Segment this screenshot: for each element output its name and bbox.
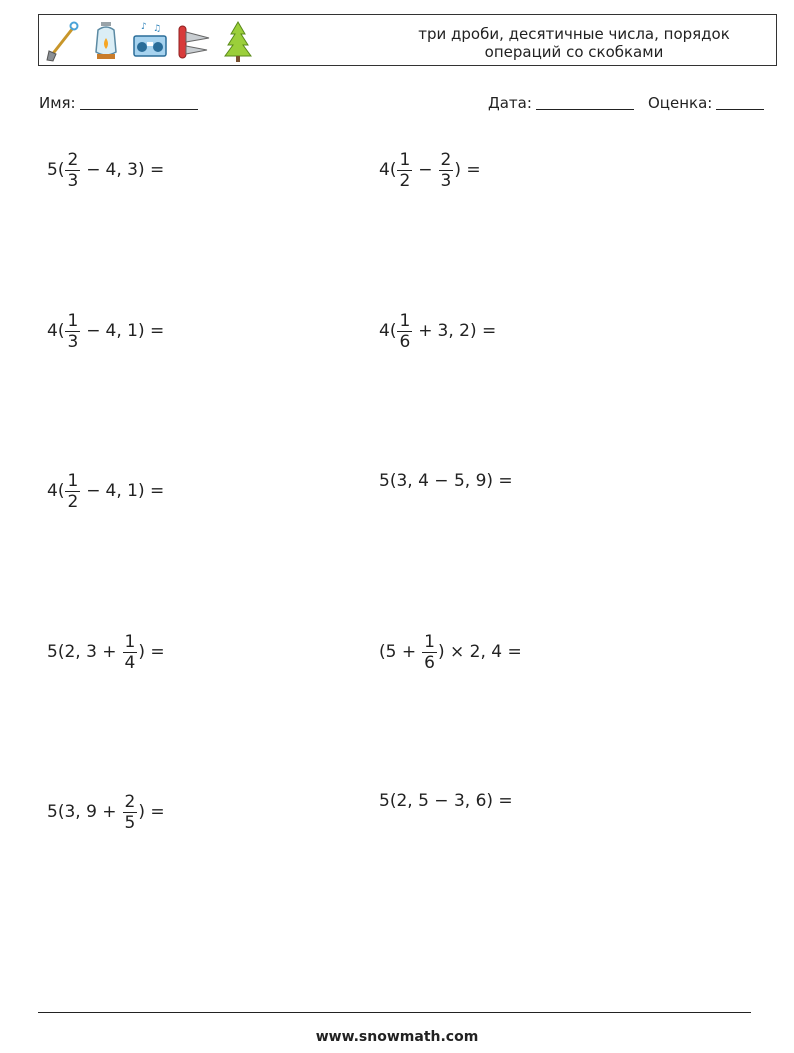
- lantern-icon: [87, 18, 125, 64]
- equals: ) =: [138, 481, 165, 501]
- footer-url[interactable]: www.snowmath.com: [315, 1029, 479, 1045]
- decimal-term: 4, 1: [105, 481, 138, 501]
- name-field: [39, 94, 198, 112]
- problem-3: 4 ( $\frac{1}{3}$ − 4, 1 ) =: [47, 310, 165, 352]
- equals: ) =: [138, 642, 165, 662]
- expression-start: (5 +: [379, 642, 417, 662]
- footer-divider: [38, 1012, 751, 1013]
- name-label: Имя:: [39, 94, 76, 112]
- svg-text:♫: ♫: [153, 24, 162, 34]
- score-label: Оценка:: [648, 94, 713, 112]
- decimal-term: 4, 1: [105, 321, 138, 341]
- fraction: $\frac{1}{2}$: [399, 149, 411, 191]
- operator: −: [86, 321, 101, 341]
- decimal-term: 4, 3: [105, 160, 138, 180]
- fraction: $\frac{1}{2}$: [67, 470, 79, 512]
- decimal-term: 3, 2: [437, 321, 470, 341]
- equals: ) =: [138, 321, 165, 341]
- expression-start: 5(2, 3 +: [47, 642, 117, 662]
- fraction: $\frac{2}{5}$: [124, 791, 136, 833]
- expression-start: 5(3, 9 +: [47, 802, 117, 822]
- worksheet-header: [38, 14, 777, 66]
- expression: 5(2, 5 − 3, 6) =: [379, 791, 513, 811]
- coefficient: 4: [47, 481, 58, 501]
- problem-6: [379, 456, 513, 506]
- date-field: [488, 94, 634, 112]
- problem-4: 4 ( $\frac{1}{6}$ + 3, 2 ) =: [379, 310, 497, 352]
- score-field: [648, 94, 764, 112]
- svg-text:♪: ♪: [141, 22, 147, 32]
- pine-tree-icon: [219, 18, 257, 64]
- operator: −: [86, 481, 101, 501]
- worksheet-title: [394, 25, 754, 61]
- equals: ) × 2, 4 =: [437, 642, 522, 662]
- operator: +: [418, 321, 433, 341]
- equals: ) =: [138, 160, 165, 180]
- problem-8: [379, 627, 522, 677]
- equals: ) =: [454, 160, 481, 180]
- boombox-icon: [131, 18, 169, 64]
- coefficient: 4: [379, 321, 390, 341]
- coefficient: 4: [47, 321, 58, 341]
- name-line[interactable]: [80, 95, 198, 110]
- coefficient: 5: [47, 160, 58, 180]
- title-line-1: три дроби, десятичные числа, порядок: [418, 25, 730, 43]
- problem-9: [47, 787, 165, 837]
- pocket-knife-icon: [175, 18, 213, 64]
- date-line[interactable]: [536, 95, 634, 110]
- score-line[interactable]: [716, 95, 764, 110]
- operator: −: [86, 160, 101, 180]
- fraction: $\frac{1}{6}$: [399, 310, 411, 352]
- date-label: Дата:: [488, 94, 532, 112]
- fraction: $\frac{2}{3}$: [440, 149, 452, 191]
- equals: ) =: [138, 802, 165, 822]
- fraction: $\frac{1}{3}$: [67, 310, 79, 352]
- problem-10: [379, 776, 513, 826]
- fraction: $\frac{1}{4}$: [124, 631, 136, 673]
- problem-7: [47, 627, 165, 677]
- problem-5: 4 ( $\frac{1}{2}$ − 4, 1 ) =: [47, 470, 165, 512]
- fraction: $\frac{2}{3}$: [67, 149, 79, 191]
- problem-2: 4 ( $\frac{1}{2}$ − $\frac{2}{3}$ ) =: [379, 149, 481, 191]
- fraction: $\frac{1}{6}$: [424, 631, 435, 673]
- coefficient: 4: [379, 160, 390, 180]
- header-icons: [43, 18, 257, 64]
- title-line-2: операций со скобками: [484, 43, 664, 61]
- operator: −: [418, 160, 433, 180]
- shovel-icon: [43, 18, 81, 64]
- expression: 5(3, 4 − 5, 9) =: [379, 471, 513, 491]
- problem-1: 5 ( $\frac{2}{3}$ − 4, 3 ) =: [47, 149, 165, 191]
- equals: ) =: [470, 321, 497, 341]
